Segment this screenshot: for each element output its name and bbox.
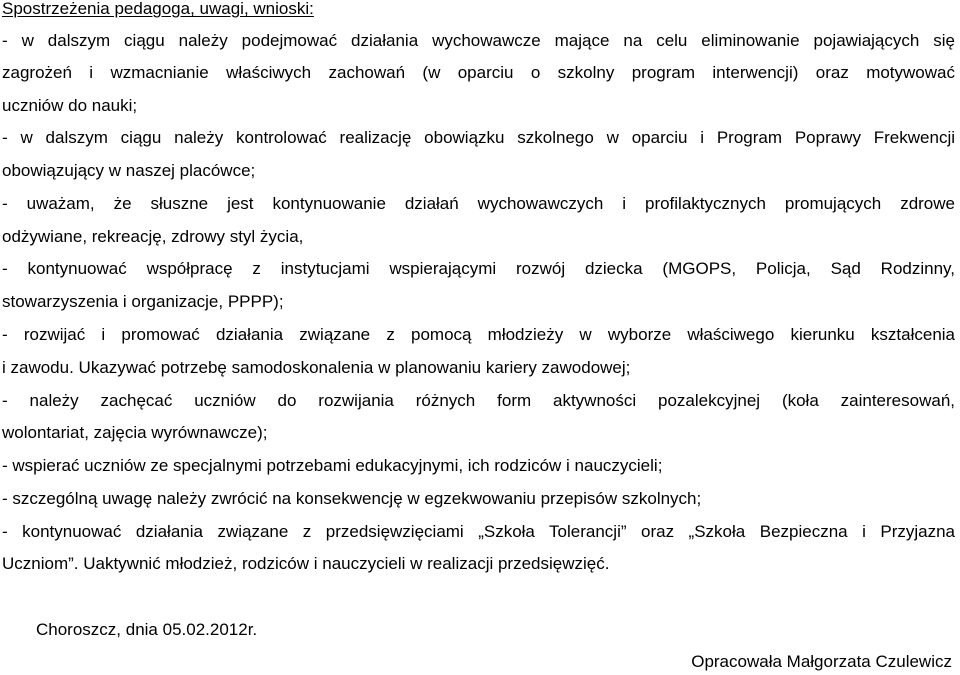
text-line: - kontynuować działania związane z przedsięwzięciami „Szkoła Tolerancji” oraz „Szkoła Bezpieczna i Przyjazna xyxy=(2,522,955,541)
text-line: - w dalszym ciągu należy podejmować działania wychowawcze mające na celu eliminowanie pojawiających się xyxy=(2,31,955,50)
text-line: stowarzyszenia i organizacje, PPPP); xyxy=(2,292,284,311)
text-line: - rozwijać i promować działania związane z pomocą młodzieży w wyborze właściwego kierunku kształcenia xyxy=(2,325,955,344)
section-heading: Spostrzeżenia pedagoga, uwagi, wnioski: xyxy=(2,0,314,18)
text-line: i zawodu. Ukazywać potrzebę samodoskonalenia w planowaniu kariery zawodowej; xyxy=(2,358,631,377)
text-line: - w dalszym ciągu należy kontrolować realizację obowiązku szkolnego w oparciu i Program Poprawy Frekwencji xyxy=(2,128,955,147)
author-signature-line: Opracowała Małgorzata Czulewicz xyxy=(691,652,952,671)
text-line: - szczególną uwagę należy zwrócić na konsekwencję w egzekwowaniu przepisów szkolnych; xyxy=(2,489,702,508)
text-line: - wspierać uczniów ze specjalnymi potrzebami edukacyjnymi, ich rodziców i nauczycieli; xyxy=(2,456,663,475)
place-and-date: Choroszcz, dnia 05.02.2012r. xyxy=(36,620,258,639)
text-line: odżywiane, rekreację, zdrowy styl życia, xyxy=(2,227,304,246)
text-line: obowiązujący w naszej placówce; xyxy=(2,161,256,180)
text-line: - uważam, że słuszne jest kontynuowanie działań wychowawczych i profilaktycznych promujących zdrowe xyxy=(2,194,955,213)
text-line: Uczniom”. Uaktywnić młodzież, rodziców i nauczycieli w realizacji przedsięwzięć. xyxy=(2,554,610,573)
text-line: zagrożeń i wzmacnianie właściwych zachowań (w oparciu o szkolny program interwencji) oraz motywować xyxy=(2,63,955,82)
text-line: wolontariat, zajęcia wyrównawcze); xyxy=(2,423,268,442)
text-line: - należy zachęcać uczniów do rozwijania różnych form aktywności pozalekcyjnej (koła zainteresowań, xyxy=(2,391,955,410)
text-line: uczniów do nauki; xyxy=(2,96,138,115)
text-line: - kontynuować współpracę z instytucjami wspierającymi rozwój dziecka (MGOPS, Policja, Sąd Rodzinny, xyxy=(2,259,955,278)
